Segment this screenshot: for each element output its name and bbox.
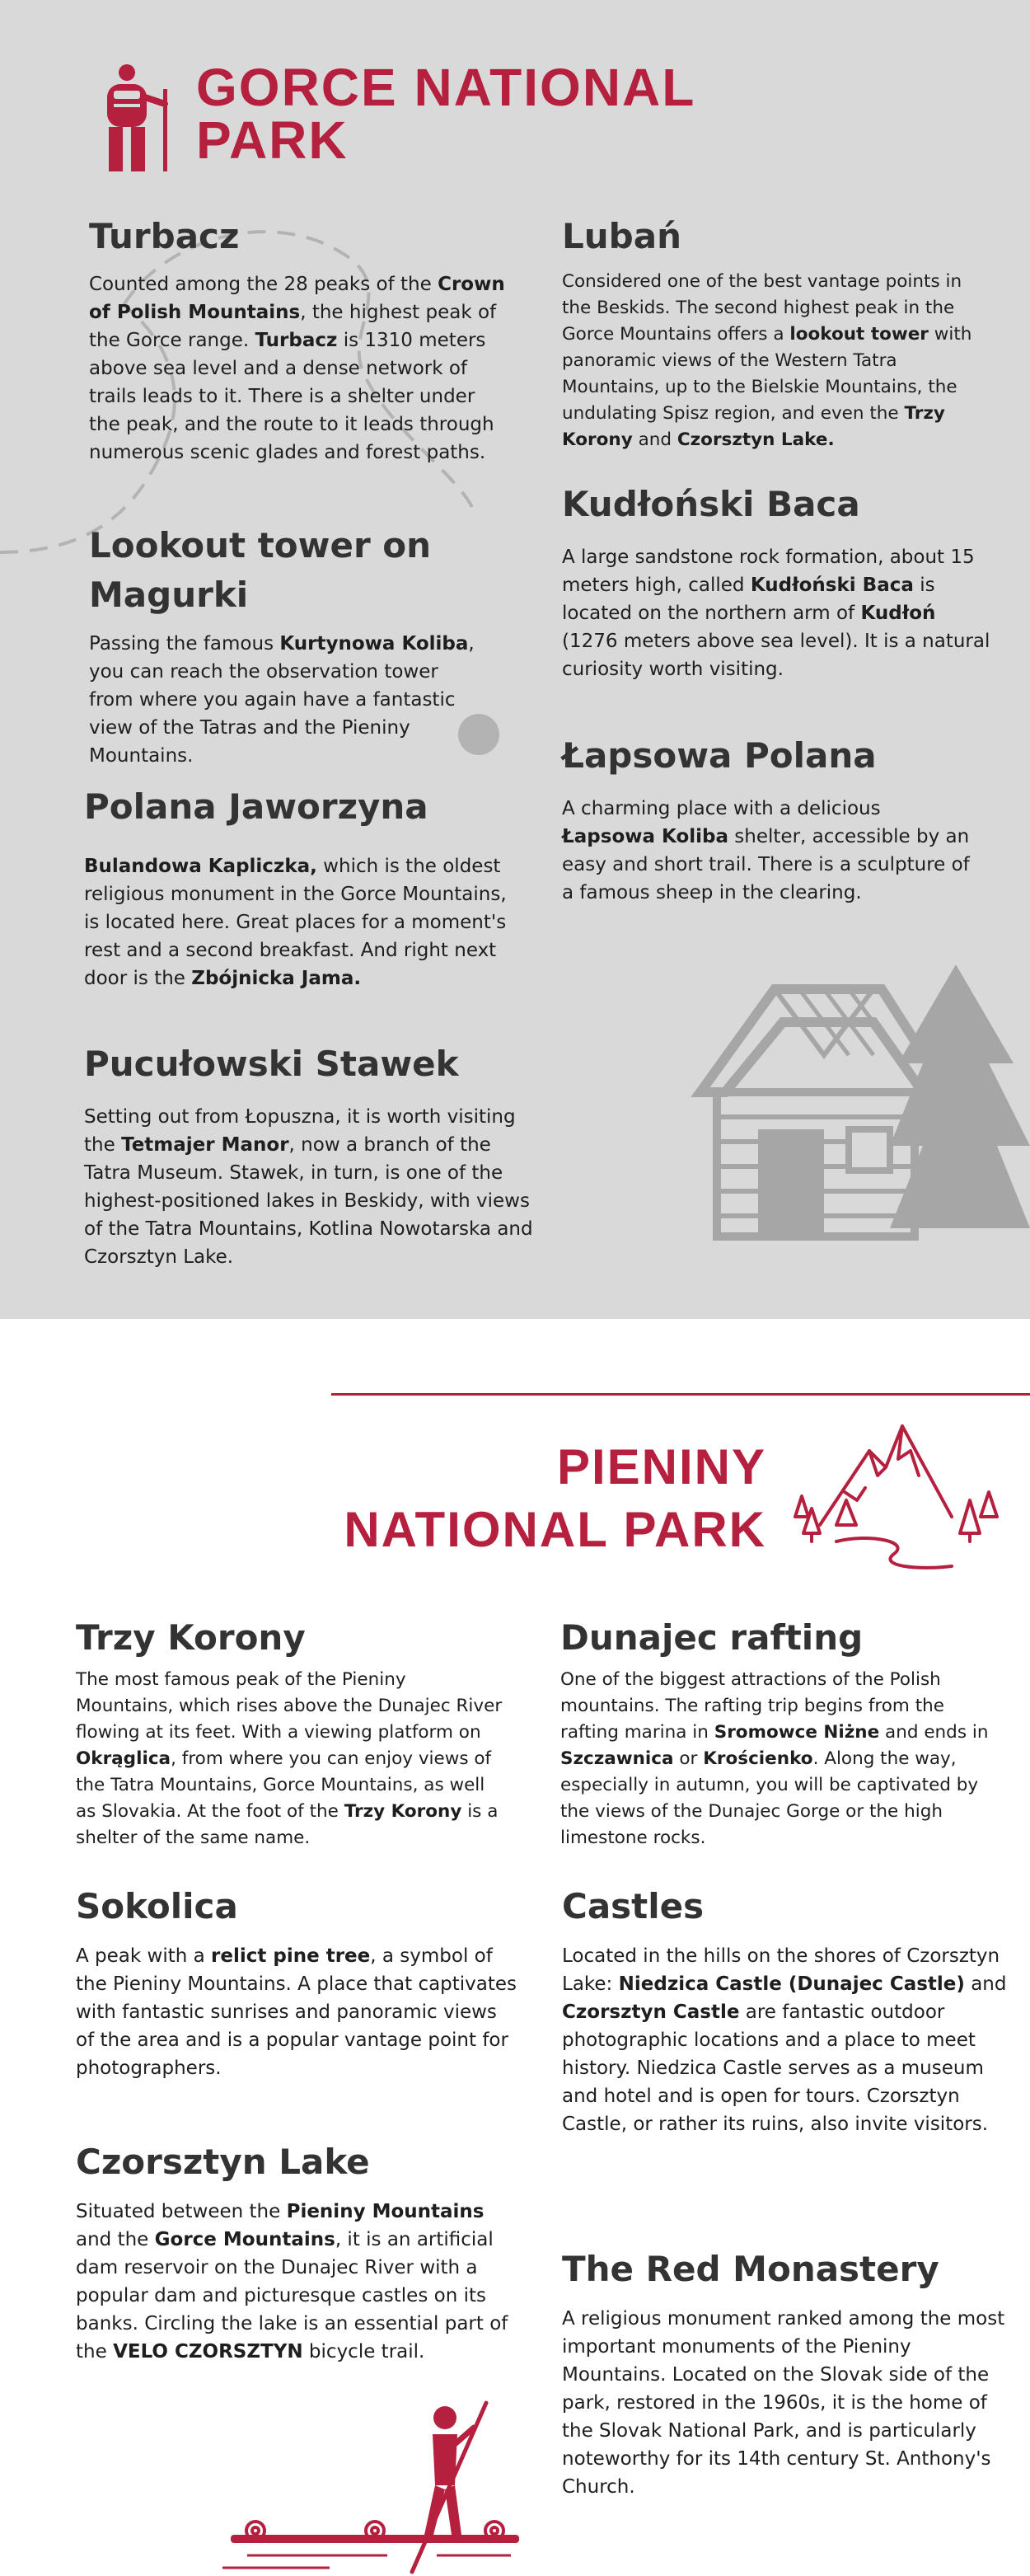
item-text: One of the biggest attractions of the Polish mountains. The rafting trip begins from the rafting marina in Sromowce Niżne and ends in Szczawnica or Krościenko. Along the way, especially in autumn, you will be captivated by the views of the Dunajec Gorge or the high limestone rocks. <box>560 1669 989 1848</box>
highlighted-term: Tetmajer Manor <box>121 1134 289 1156</box>
highlighted-term: lookout tower <box>789 324 929 345</box>
gorce-item-magurki <box>89 521 534 770</box>
highlighted-term: Łapsowa Koliba <box>562 826 728 847</box>
item-heading: Castles <box>562 1886 705 1926</box>
item-text: Setting out from Łopuszna, it is worth visiting the Tetmajer Manor, now a branch of the Tatra Museum. Stawek, in turn, is one of the highest-positioned lakes in Beskidy, with views of the Tatra Mountains, Kotlina Nowotarska and Czorsztyn Lake. <box>84 1106 533 1268</box>
highlighted-term: VELO CZORSZTYN <box>113 2341 303 2363</box>
gorce-item-luban <box>562 213 990 453</box>
highlighted-term: Kudłoń <box>860 603 936 624</box>
cottage-icon <box>684 964 1030 1245</box>
highlighted-term: Crown of Polish Mountains <box>89 274 505 323</box>
item-text: The most famous peak of the Pieniny Mountains, which rises above the Dunajec River flowing at its feet. With a viewing platform on Okrąglica, from where you can enjoy views of the Tatra Mountains, Gorce Mountains, as well as Slovakia. At the foot of the Trzy Korony is a shelter of the same name. <box>76 1669 503 1848</box>
highlighted-term: Gorce Mountains <box>154 2229 335 2250</box>
highlighted-term: Czorsztyn Lake. <box>677 429 835 450</box>
gorce-title-line-2: PARK <box>196 110 349 170</box>
hiker-icon <box>97 64 176 173</box>
highlighted-term: Krościenko <box>703 1748 813 1769</box>
item-heading: Lookout tower on Magurki <box>89 525 432 615</box>
item-text: Counted among the 28 peaks of the Crown of Polish Mountains, the highest peak of the Gorce range. Turbacz is 1310 meters above sea level and a dense network of trails leads to it. There is a shelter under the peak, and the route to it leads through numerous scenic glades and forest paths. <box>89 274 505 463</box>
highlighted-term: Zbójnicka Jama. <box>191 968 362 989</box>
highlighted-term: Czorsztyn Castle <box>562 2001 740 2023</box>
item-text: A peak with a relict pine tree, a symbol of the Pieniny Mountains. A place that captivates with fantastic sunrises and panoramic views of the area and is a popular vantage point for photographers. <box>76 1945 517 2079</box>
pieniny-title-line-1: PIENINY <box>556 1439 766 1494</box>
item-text: A religious monument ranked among the most important monuments of the Pieniny Mountains. Located on the Slovak side of the park, restored in the 1960s, it is the home of the Slovak National Park, and is particularly noteworthy for its 14th century St. Anthony's Church. <box>562 2308 1005 2498</box>
highlighted-term: relict pine tree <box>211 1945 371 1967</box>
highlighted-term: Pieniny Mountains <box>286 2201 485 2222</box>
pieniny-title <box>247 1436 766 1561</box>
highlighted-term: Trzy Korony <box>344 1801 462 1822</box>
highlighted-term: Trzy Korony <box>562 403 945 450</box>
pieniny-item-trzy-korony <box>76 1614 521 1851</box>
item-text: A charming place with a delicious Łapsowa Koliba shelter, accessible by an easy and short trail. There is a sculpture of a famous sheep in the clearing. <box>562 798 970 903</box>
item-text: Considered one of the best vantage points in the Beskids. The second highest peak in the Gorce Mountains offers a lookout tower with panoramic views of the Western Tatra Mountains, up to the Bielskie Mountains, the undulating Spisz region, and even the Trzy Korony and Czorsztyn Lake. <box>562 271 972 450</box>
pieniny-item-red-monastery <box>562 2245 1015 2501</box>
item-text: A large sandstone rock formation, about 15 meters high, called Kudłoński Baca is located on the northern arm of Kudłoń (1276 meters above sea level). It is a natural curiosity worth visiting. <box>562 547 990 680</box>
item-text: Located in the hills on the shores of Czorsztyn Lake: Niedzica Castle (Dunajec Castle) and Czorsztyn Castle are fantastic outdoor photographic locations and a place to meet history. Niedzica Castle serves as a museum and hotel and is open for tours. Czorsztyn Castle, or rather its ruins, also invite visitors. <box>562 1945 1007 2135</box>
highlighted-term: Kudłoński Baca <box>750 575 914 596</box>
gorce-item-stawek <box>84 1040 545 1271</box>
pieniny-item-sokolica <box>76 1883 537 2082</box>
item-heading: Pucułowski Stawek <box>84 1044 459 1084</box>
highlighted-term: Kurtynowa Koliba <box>279 633 469 655</box>
item-heading: Kudłoński Baca <box>562 484 860 524</box>
gorce-item-lapsowa <box>562 732 1007 907</box>
pieniny-item-czorsztyn <box>76 2138 537 2366</box>
mountains-river-icon <box>787 1418 1001 1574</box>
item-text: Situated between the Pieniny Mountains and the Gorce Mountains, it is an artificial dam reservoir on the Dunajec River with a popular dam and picturesque castles on its banks. Circling the lake is an essential part of the VELO CZORSZTYN bicycle trail. <box>76 2201 508 2363</box>
gorce-item-baca <box>562 481 1007 683</box>
pieniny-title-line-2: NATIONAL PARK <box>344 1502 766 1557</box>
highlighted-term: Sromowce Niżne <box>714 1722 880 1743</box>
gorce-title-line-1: GORCE NATIONAL <box>196 58 696 117</box>
item-heading: Trzy Korony <box>76 1617 306 1658</box>
item-heading: Czorsztyn Lake <box>76 2142 370 2182</box>
item-heading: Lubań <box>562 216 681 256</box>
raftsman-icon <box>222 2395 536 2576</box>
item-heading: Łapsowa Polana <box>562 735 877 776</box>
item-heading: Dunajec rafting <box>560 1617 864 1658</box>
highlighted-term: Turbacz <box>255 330 338 351</box>
item-heading: The Red Monastery <box>562 2249 939 2289</box>
highlighted-term: Niedzica Castle (Dunajec Castle) <box>618 1973 965 1995</box>
highlighted-term: Szczawnica <box>560 1748 674 1769</box>
item-heading: Polana Jaworzyna <box>84 786 428 827</box>
item-text: Bulandowa Kapliczka, which is the oldest religious monument in the Gorce Mountains, is located here. Great places for a moment's rest and a second breakfast. And right next door is the Zbójnicka Jama. <box>84 856 507 989</box>
highlighted-term: Bulandowa Kapliczka, <box>84 856 317 877</box>
gorce-item-turbacz <box>89 213 509 467</box>
gorce-title <box>196 58 696 170</box>
item-heading: Turbacz <box>89 216 240 256</box>
gorce-item-jaworzyna <box>84 783 529 992</box>
divider-line <box>331 1393 1030 1396</box>
item-text: Passing the famous Kurtynowa Koliba, you can reach the observation tower from where you again have a fantastic view of the Tatras and the Pieniny Mountains. <box>89 633 475 767</box>
item-heading: Sokolica <box>76 1886 238 1926</box>
pieniny-item-rafting <box>560 1614 1009 1851</box>
highlighted-term: Okrąglica <box>76 1748 171 1769</box>
pieniny-item-castles <box>562 1883 1015 2138</box>
